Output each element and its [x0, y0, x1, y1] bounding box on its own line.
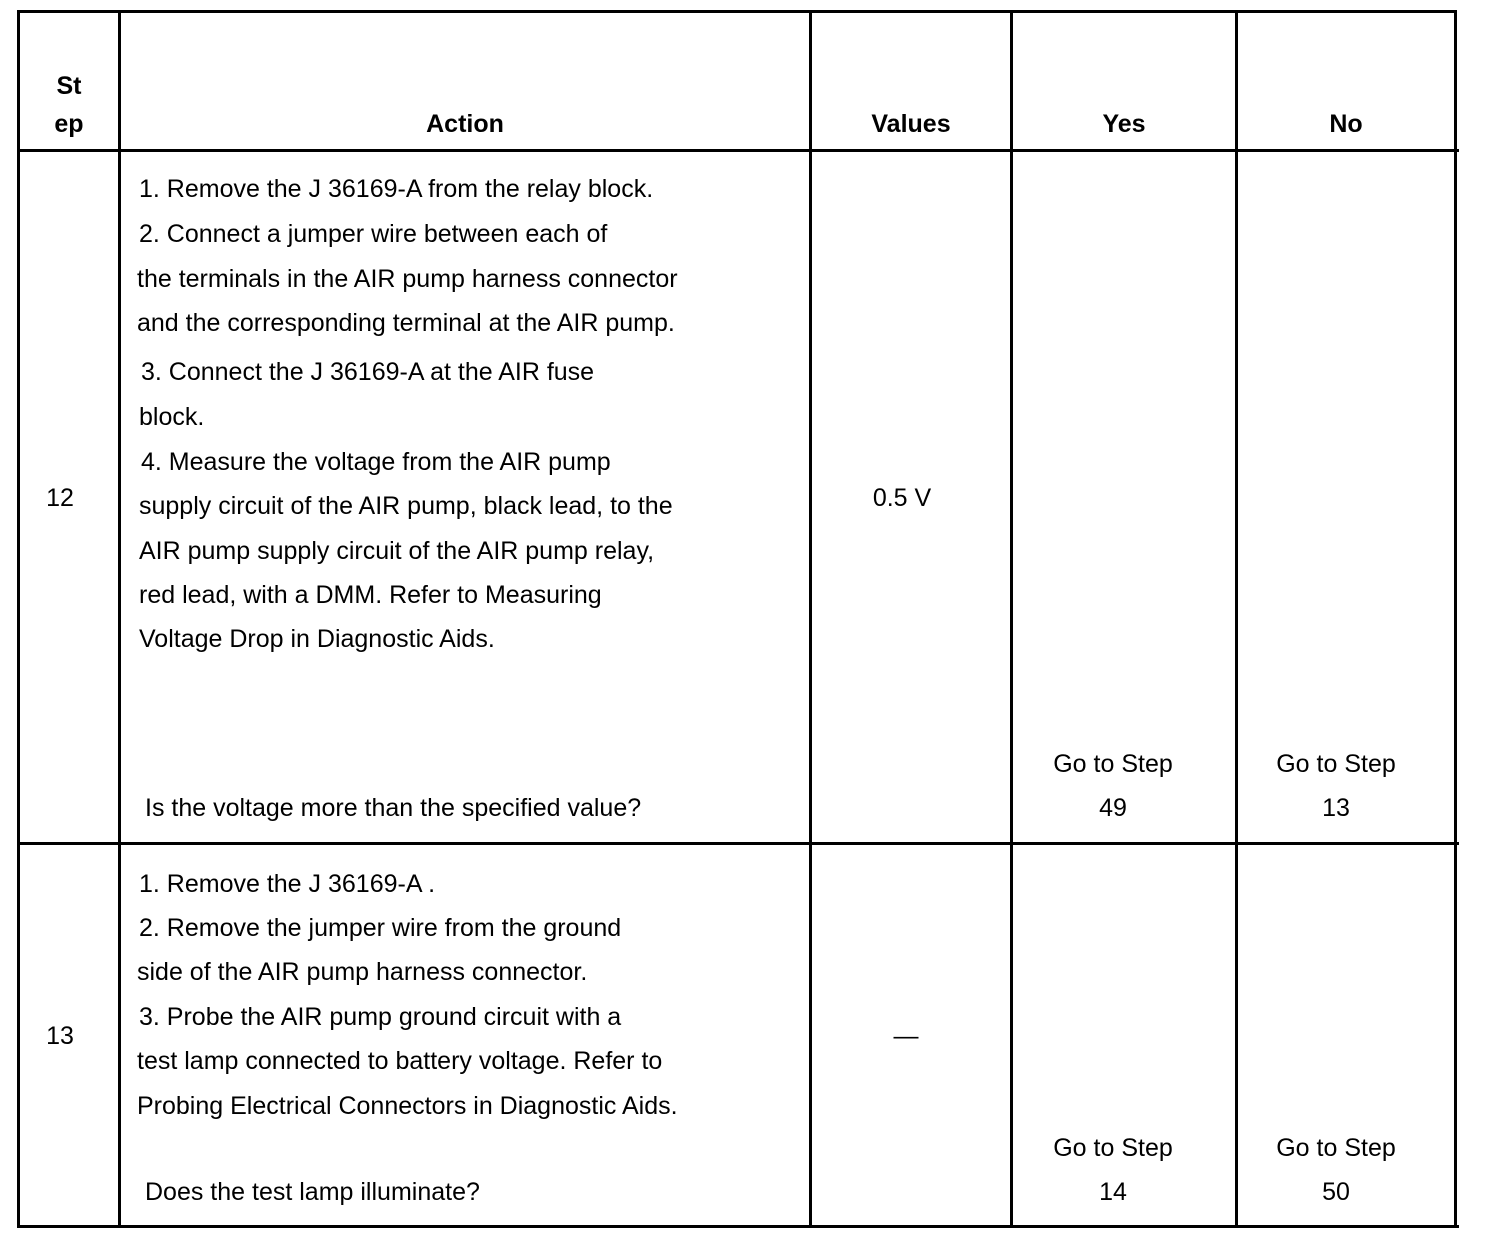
- step-number: 13: [46, 1022, 74, 1050]
- action-line: and the corresponding terminal at the AIR pump.: [137, 309, 675, 337]
- action-line: 3. Connect the J 36169-A at the AIR fuse: [141, 358, 595, 386]
- header-yes: Yes: [1102, 110, 1146, 138]
- header-step-line1: St: [56, 72, 82, 100]
- column-divider-step: [118, 10, 121, 1228]
- no-goto-line2: 13: [1322, 794, 1350, 822]
- header-divider: [17, 149, 1459, 152]
- yes-goto-line2: 49: [1099, 794, 1127, 822]
- value-cell: 0.5 V: [872, 484, 932, 512]
- row-divider: [17, 842, 1459, 845]
- action-line: Probing Electrical Connectors in Diagnostic Aids.: [137, 1092, 678, 1120]
- action-line: 4. Measure the voltage from the AIR pump: [141, 448, 611, 476]
- action-line: the terminals in the AIR pump harness connector: [137, 265, 678, 293]
- action-line: side of the AIR pump harness connector.: [137, 958, 588, 986]
- header-no: No: [1329, 110, 1363, 138]
- no-goto-line1: Go to Step: [1276, 1134, 1396, 1162]
- action-line: Voltage Drop in Diagnostic Aids.: [139, 625, 495, 653]
- table-border-right: [1454, 10, 1457, 1228]
- value-cell: —: [893, 1022, 919, 1050]
- no-goto-line2: 50: [1322, 1178, 1350, 1206]
- column-divider-values: [1010, 10, 1013, 1228]
- action-line: block.: [139, 403, 205, 431]
- action-line: 2. Remove the jumper wire from the ground: [139, 914, 622, 942]
- header-action: Action: [426, 110, 504, 138]
- yes-goto-line2: 14: [1099, 1178, 1127, 1206]
- action-line: 3. Probe the AIR pump ground circuit with a: [139, 1003, 622, 1031]
- action-line: 1. Remove the J 36169-A .: [139, 870, 436, 898]
- action-line: 2. Connect a jumper wire between each of: [139, 220, 608, 248]
- action-line: AIR pump supply circuit of the AIR pump relay,: [139, 537, 655, 565]
- table-border-bottom: [17, 1225, 1459, 1228]
- yes-goto-line1: Go to Step: [1053, 1134, 1173, 1162]
- header-values: Values: [871, 110, 951, 138]
- action-question: Is the voltage more than the specified value?: [145, 794, 642, 822]
- column-divider-yes: [1235, 10, 1238, 1228]
- yes-goto-line1: Go to Step: [1053, 750, 1173, 778]
- action-line: test lamp connected to battery voltage. Refer to: [137, 1047, 663, 1075]
- table-border-top: [17, 10, 1457, 13]
- no-goto-line1: Go to Step: [1276, 750, 1396, 778]
- header-step-line2: ep: [54, 110, 84, 138]
- step-number: 12: [46, 484, 74, 512]
- action-line: red lead, with a DMM. Refer to Measuring: [139, 581, 602, 609]
- action-line: 1. Remove the J 36169-A from the relay block.: [139, 175, 654, 203]
- action-question: Does the test lamp illuminate?: [145, 1178, 480, 1206]
- action-line: supply circuit of the AIR pump, black lead, to the: [139, 492, 673, 520]
